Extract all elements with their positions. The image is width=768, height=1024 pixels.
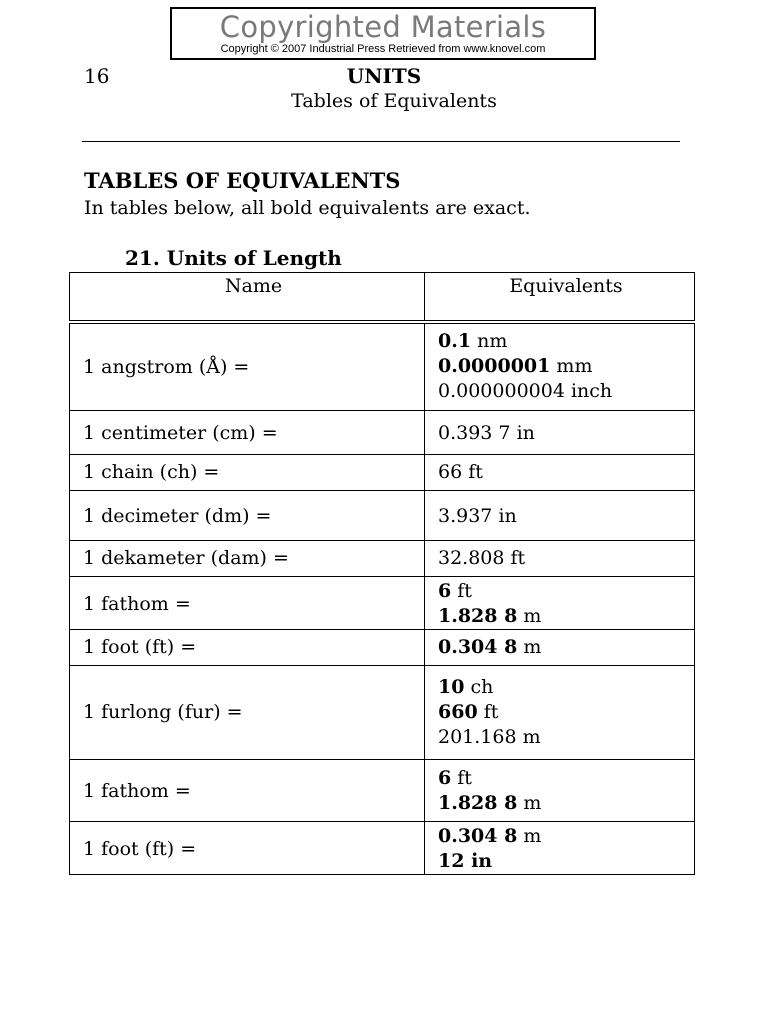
equivalent-value: [438, 766, 694, 791]
unit-name-cell: 1 furlong (fur) =: [70, 665, 425, 759]
equivalent-number: 0.000000004: [438, 380, 565, 403]
equivalents-cell: [425, 410, 695, 454]
banner-subtitle: Copyright © 2007 Industrial Press Retrieved from www.knovel.com: [220, 43, 546, 55]
equivalent-unit: ft: [451, 767, 472, 789]
equivalent-value: [438, 824, 694, 849]
unit-name-cell: 1 foot (ft) =: [70, 821, 425, 874]
equivalents-cell: [425, 629, 695, 665]
unit-name-cell: 1 fathom =: [70, 759, 425, 821]
equivalent-number: 0.393 7: [438, 421, 511, 444]
equivalent-number: 0.304 8: [438, 635, 518, 658]
equivalent-value: [438, 635, 694, 660]
equivalent-number: 3.937: [438, 504, 493, 527]
equivalents-cell: [425, 322, 695, 410]
equivalent-value: [438, 460, 694, 485]
equivalents-cell: [425, 454, 695, 490]
table-row: [70, 821, 695, 874]
equivalent-number: 1.828 8: [438, 792, 518, 814]
equivalent-value: [438, 379, 694, 404]
table-row: [70, 410, 695, 454]
table-title: 21. Units of Length: [125, 246, 342, 270]
equivalent-number: 0.0000001: [438, 355, 551, 378]
copyright-banner: [170, 7, 596, 60]
unit-name-cell: 1 foot (ft) =: [70, 629, 425, 665]
running-title: UNITS: [346, 64, 422, 88]
equivalents-cell: [425, 490, 695, 540]
equivalent-unit: m: [517, 635, 542, 658]
column-header-name: Name: [70, 273, 425, 323]
section-heading: TABLES OF EQUIVALENTS: [84, 168, 401, 193]
header-rule: [82, 141, 680, 142]
equivalent-unit: ft: [462, 460, 483, 483]
equivalents-cell: [425, 665, 695, 759]
equivalent-unit: ch: [464, 675, 494, 698]
table-row: [70, 454, 695, 490]
equivalent-unit: in: [464, 849, 493, 872]
equivalent-value: [438, 546, 694, 571]
equivalent-unit: in: [510, 421, 535, 444]
equivalent-unit: mm: [550, 355, 593, 378]
equivalent-value: [438, 421, 694, 446]
table-row: [70, 540, 695, 576]
equivalent-value: [438, 725, 694, 750]
table-header-row: [70, 273, 695, 323]
equivalents-cell: [425, 540, 695, 576]
equivalent-number: 0.304 8: [438, 824, 518, 847]
equivalent-number: 6: [438, 767, 452, 789]
unit-name-cell: 1 dekameter (dam) =: [70, 540, 425, 576]
unit-name-cell: 1 decimeter (dm) =: [70, 490, 425, 540]
equivalent-unit: nm: [471, 330, 508, 353]
page-number: 16: [84, 64, 110, 88]
table-row: [70, 322, 695, 410]
equivalent-value: [438, 504, 694, 529]
equivalents-cell: [425, 821, 695, 874]
equivalent-value: [438, 849, 694, 874]
banner-title: Copyrighted Materials: [219, 10, 547, 44]
equivalent-value: [438, 354, 694, 379]
equivalent-number: 6: [438, 579, 452, 602]
units-of-length-table: [69, 272, 695, 875]
equivalents-cell: [425, 576, 695, 629]
unit-name-cell: 1 chain (ch) =: [70, 454, 425, 490]
equivalent-number: 12: [438, 849, 465, 872]
table-row: [70, 490, 695, 540]
equivalent-value: [438, 675, 694, 700]
unit-name-cell: 1 centimeter (cm) =: [70, 410, 425, 454]
table-row: [70, 759, 695, 821]
table-body: [70, 322, 695, 874]
equivalent-number: 660: [438, 700, 478, 723]
equivalent-value: [438, 791, 694, 816]
unit-name-cell: 1 angstrom (Å) =: [70, 322, 425, 410]
equivalent-unit: ft: [477, 700, 499, 723]
equivalent-number: 32.808: [438, 546, 505, 569]
equivalent-unit: m: [517, 604, 542, 627]
equivalent-unit: ft: [451, 579, 472, 602]
equivalents-cell: [425, 759, 695, 821]
equivalent-number: 10: [438, 675, 465, 698]
running-subtitle: Tables of Equivalents: [291, 90, 497, 112]
equivalent-unit: m: [517, 824, 542, 847]
column-header-equivalents: Equivalents: [425, 273, 695, 323]
equivalent-unit: inch: [564, 380, 613, 403]
section-intro: In tables below, all bold equivalents are exact.: [84, 197, 531, 219]
table-row: [70, 629, 695, 665]
table-row: [70, 576, 695, 629]
equivalent-number: 201.168: [438, 725, 517, 748]
equivalent-number: 1.828 8: [438, 604, 518, 627]
equivalent-value: [438, 604, 694, 629]
equivalent-number: 0.1: [438, 330, 472, 353]
equivalent-value: [438, 579, 694, 604]
unit-name-cell: 1 fathom =: [70, 576, 425, 629]
equivalent-number: 66: [438, 460, 463, 483]
equivalent-unit: m: [516, 725, 541, 748]
equivalent-unit: m: [517, 792, 542, 814]
equivalent-unit: ft: [504, 546, 526, 569]
equivalent-value: [438, 700, 694, 725]
equivalent-value: [438, 329, 694, 354]
table-row: [70, 665, 695, 759]
equivalent-unit: in: [492, 504, 517, 527]
